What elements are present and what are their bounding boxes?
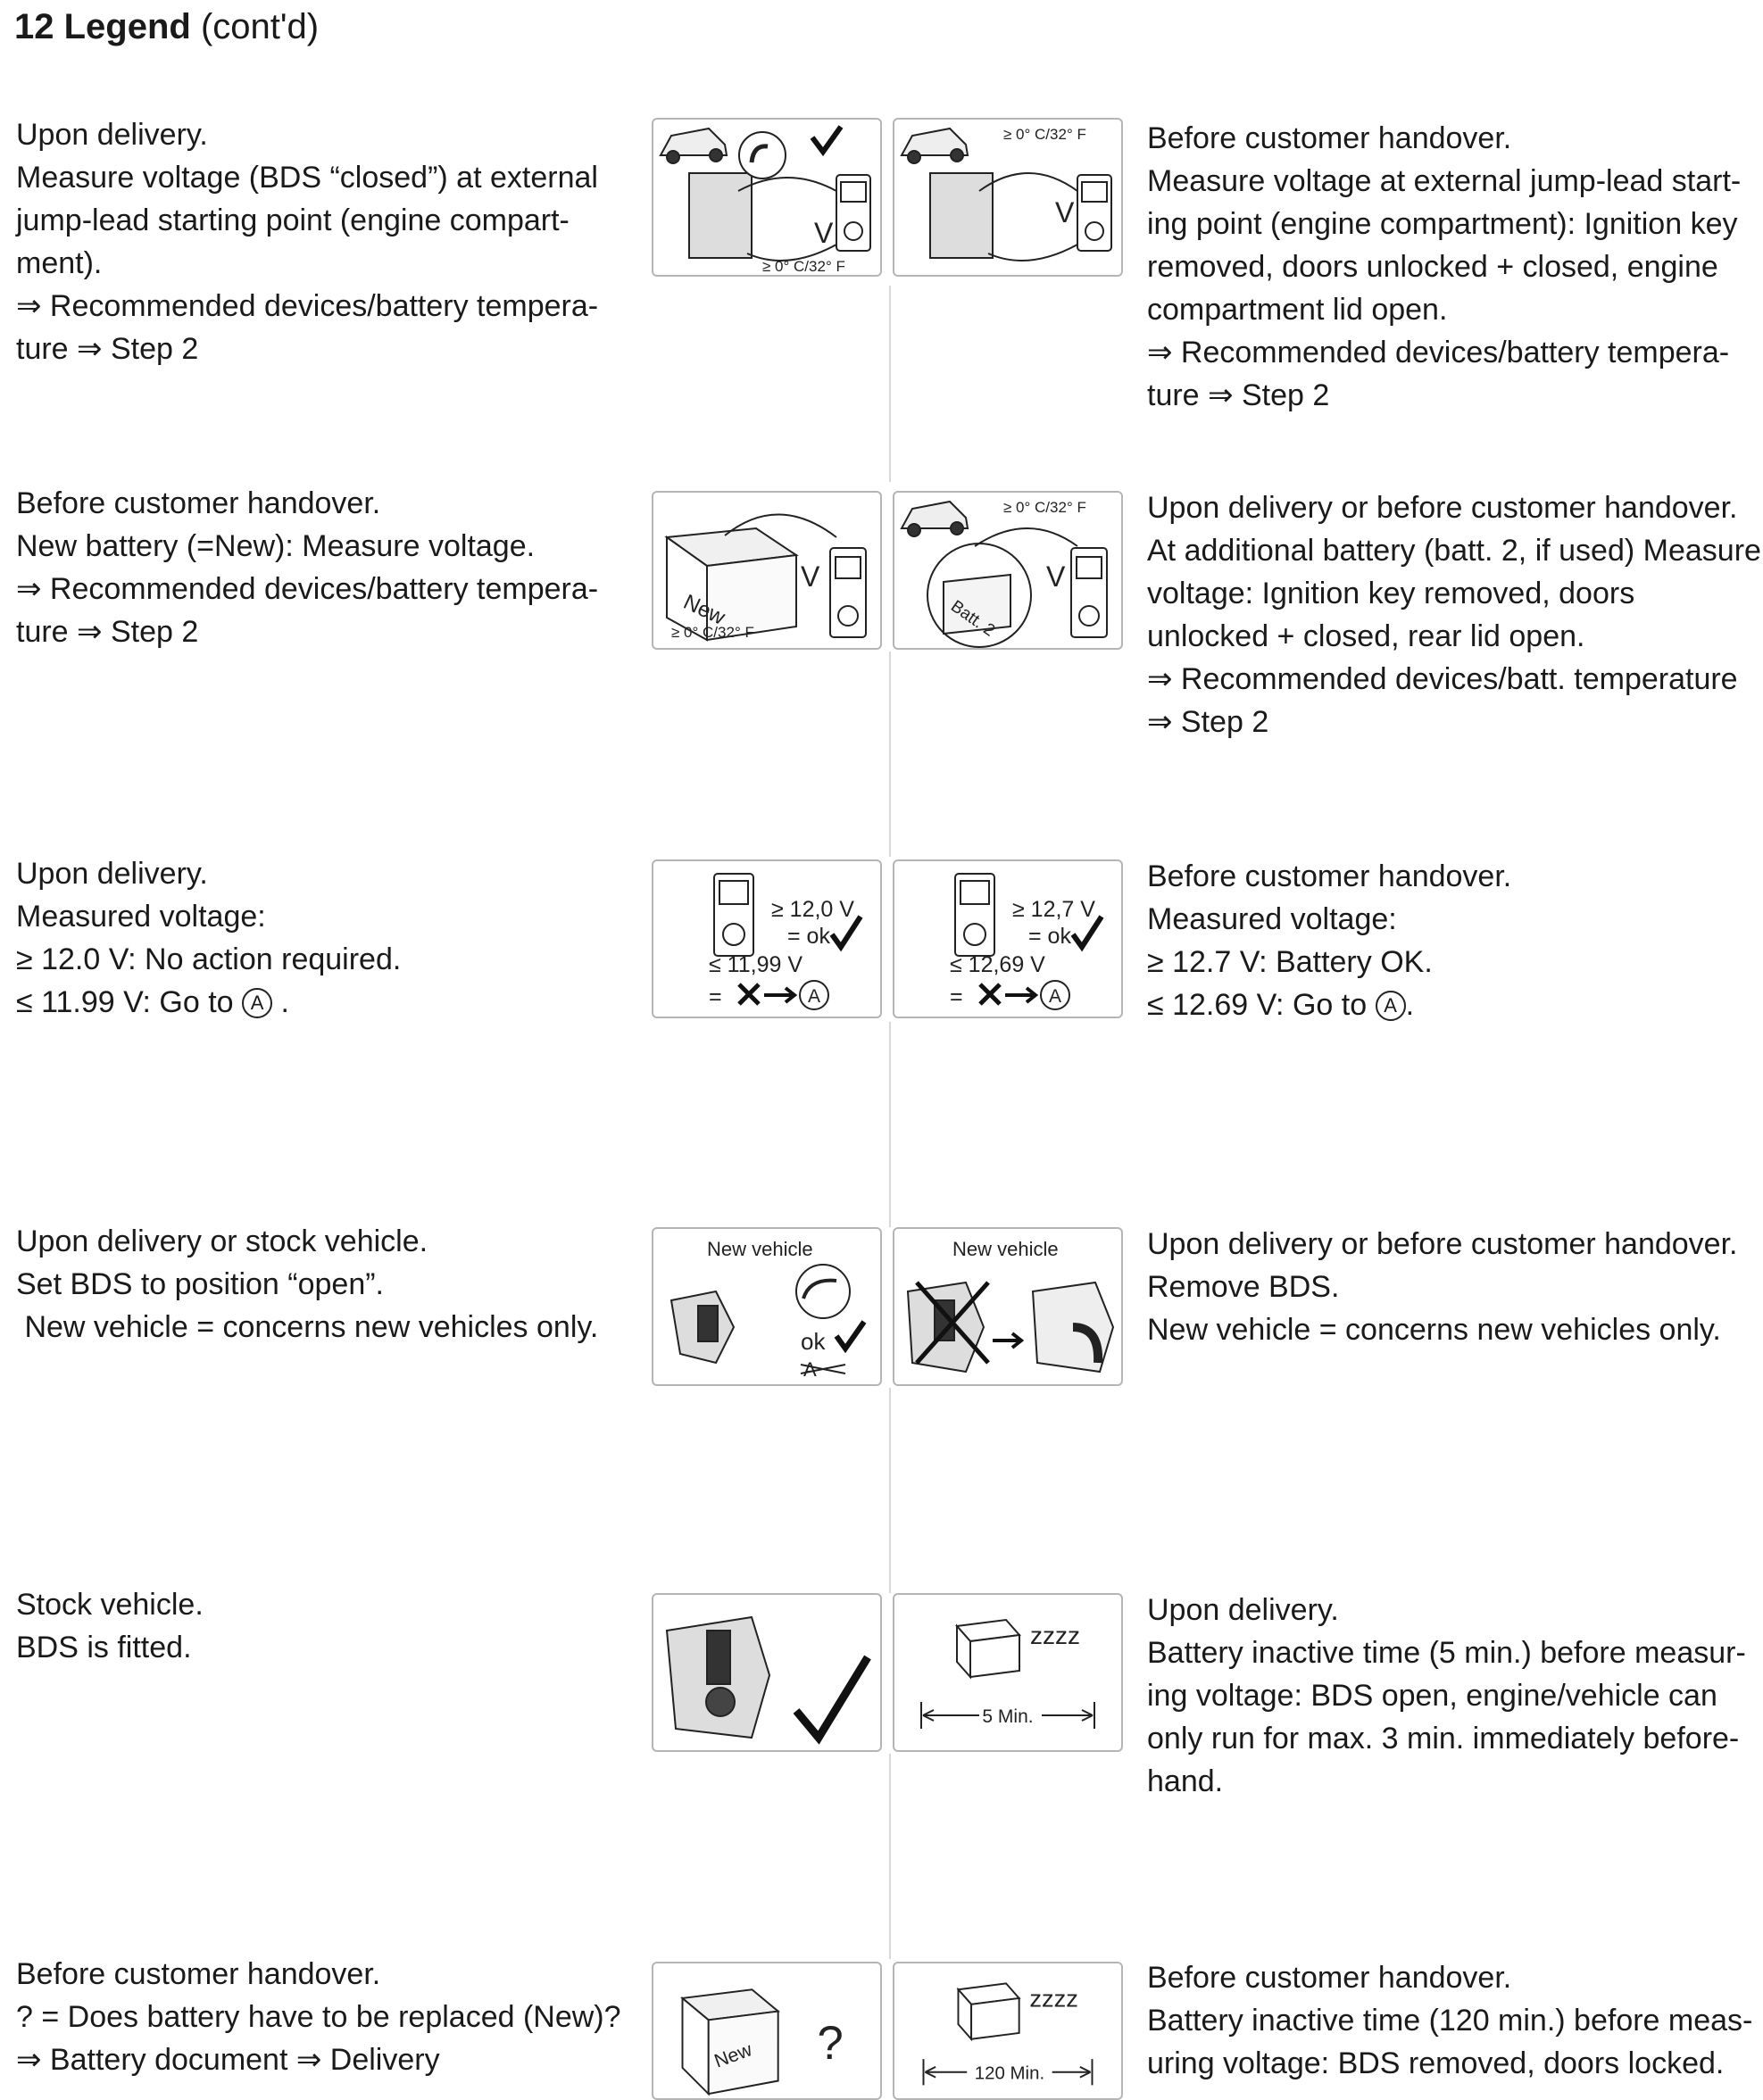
ok-label: = ok xyxy=(787,924,830,949)
step-a-marker: A xyxy=(242,988,272,1018)
row-3-right-text xyxy=(1147,855,1763,1026)
center-divider xyxy=(889,1754,891,1959)
text-line: New battery (=New): Measure voltage. xyxy=(16,529,536,563)
row-4-left-text xyxy=(16,1220,641,1349)
checkmark-icon xyxy=(812,127,841,152)
remove-bds-panel xyxy=(893,1227,1123,1386)
row-6-left-text xyxy=(16,1953,641,2081)
text-line: ing voltage: BDS open, engine/vehicle can xyxy=(1147,1679,1717,1713)
arrow-right-icon xyxy=(993,1333,1021,1348)
text-line: Before customer handover. xyxy=(16,486,381,520)
text-line: only run for max. 3 min. immediately before- xyxy=(1147,1722,1740,1756)
inactive-5-min-panel xyxy=(893,1593,1123,1752)
time-label: 5 Min. xyxy=(982,1706,1034,1727)
text-line: Remove BDS. xyxy=(1147,1270,1340,1304)
jump-point-measure-panel xyxy=(652,118,882,277)
text-line: jump-lead starting point (engine compart- xyxy=(16,203,570,237)
text-line: ⇒ Recommended devices/battery tempera- xyxy=(16,572,599,606)
volt-label: V xyxy=(814,217,834,249)
text-line: Upon delivery or stock vehicle. xyxy=(16,1224,428,1258)
car-icon xyxy=(902,502,968,536)
center-divider xyxy=(889,1022,891,1227)
text-line: removed, doors unlocked + closed, engine xyxy=(1147,250,1718,284)
set-bds-open-panel xyxy=(652,1227,882,1386)
row-2-right-text xyxy=(1147,486,1763,743)
car-icon xyxy=(902,129,968,163)
text-line: Measure voltage at external jump-lead start- xyxy=(1147,164,1742,198)
text-line: ⇒ Battery document ⇒ Delivery xyxy=(16,2043,440,2077)
time-label: 120 Min. xyxy=(974,2063,1045,2084)
text-line: ? = Does battery have to be replaced (New)? xyxy=(16,2000,621,2034)
second-battery-panel xyxy=(893,491,1123,650)
text-line: BDS is fitted. xyxy=(16,1631,192,1664)
text-line: ≥ 12.0 V: No action required. xyxy=(16,942,402,976)
threshold-low-label: ≤ 11,99 V xyxy=(709,952,802,977)
car-icon xyxy=(661,129,727,163)
jump-point-handover-panel xyxy=(893,118,1123,277)
page-heading xyxy=(14,4,319,50)
row-6-right-text xyxy=(1147,1956,1763,2085)
new-vehicle-label: New vehicle xyxy=(952,1238,1059,1260)
volt-label: V xyxy=(801,560,820,593)
text-line: ment). xyxy=(16,246,103,280)
center-divider xyxy=(889,286,891,482)
center-divider xyxy=(889,1388,891,1593)
question-label: ? xyxy=(817,2017,844,2071)
text-line: Upon delivery. xyxy=(1147,1593,1339,1627)
text-line: Before customer handover. xyxy=(1147,859,1512,893)
text-line: ⇒ Recommended devices/battery tempera- xyxy=(1147,336,1730,369)
sleep-label: zzzz xyxy=(1029,1984,1078,2013)
voltage-threshold-handover-panel xyxy=(893,859,1123,1018)
text-line: New vehicle = concerns new vehicles only. xyxy=(16,1310,599,1344)
row-3-left-text xyxy=(16,852,641,1024)
text-line: ing point (engine compartment): Ignition key xyxy=(1147,207,1738,241)
text-line: ⇒ Recommended devices/battery tempera- xyxy=(16,289,599,323)
engine-compartment-icon xyxy=(689,173,752,258)
section-suffix: (cont'd) xyxy=(200,7,320,46)
text-line: ture ⇒ Step 2 xyxy=(16,332,199,366)
section-number: 12 xyxy=(14,7,54,46)
text-line: At additional battery (batt. 2, if used) Measure xyxy=(1147,534,1761,568)
sleeping-battery-icon xyxy=(958,1983,1019,2038)
text-line: Before customer handover. xyxy=(1147,1961,1512,1995)
threshold-high-label: ≥ 12,0 V xyxy=(771,897,854,922)
row-5-right-text xyxy=(1147,1589,1763,1803)
text-line: Before customer handover. xyxy=(16,1957,381,1991)
sleeping-battery-icon xyxy=(957,1620,1019,1677)
new-battery-panel xyxy=(652,491,882,650)
battery-label: New xyxy=(679,589,729,630)
volt-label: V xyxy=(1046,560,1066,593)
temperature-label: ≥ 0° C/32° F xyxy=(762,258,845,275)
text-line: ≤ 12.69 V: Go to A . xyxy=(1147,988,1415,1022)
temperature-label: ≥ 0° C/32° F xyxy=(1003,126,1086,143)
row-1-right-text xyxy=(1147,117,1763,417)
text-line: ≤ 11.99 V: Go to A . xyxy=(16,985,289,1019)
volt-label: V xyxy=(1055,196,1075,228)
bds-terminal-icon xyxy=(667,1617,769,1738)
detail-circle-icon xyxy=(796,1265,850,1318)
cross-icon xyxy=(739,984,759,1004)
detail-circle-icon xyxy=(739,132,786,178)
threshold-low-label: ≤ 12,69 V xyxy=(950,952,1045,977)
ok-label: ok xyxy=(801,1328,826,1355)
inactive-120-min-panel xyxy=(893,1962,1123,2100)
bds-terminal-icon xyxy=(671,1291,734,1363)
voltage-threshold-delivery-panel xyxy=(652,859,882,1018)
text-line: Battery inactive time (5 min.) before measur- xyxy=(1147,1636,1746,1670)
text-line: Set BDS to position “open”. xyxy=(16,1267,385,1301)
equals-label: = xyxy=(709,984,722,1009)
text-line: voltage: Ignition key removed, doors xyxy=(1147,577,1635,610)
text-line: Measured voltage: xyxy=(16,900,266,934)
text-line: ture ⇒ Step 2 xyxy=(1147,378,1330,412)
row-2-left-text xyxy=(16,482,641,653)
battery-label: New xyxy=(711,2038,755,2072)
text-line: Upon delivery. xyxy=(16,857,208,891)
bds-fitted-panel xyxy=(652,1593,882,1752)
checkmark-icon xyxy=(796,1657,868,1738)
text-line: hand. xyxy=(1147,1764,1224,1798)
arrow-right-icon xyxy=(1005,988,1035,1002)
text-line: uring voltage: BDS removed, doors locked. xyxy=(1147,2046,1725,2080)
engine-compartment-icon xyxy=(930,173,993,258)
text-line: ture ⇒ Step 2 xyxy=(16,615,199,649)
text-line: compartment lid open. xyxy=(1147,293,1448,327)
text-line: Measured voltage: xyxy=(1147,902,1397,936)
marker-letter: A xyxy=(807,986,821,1007)
center-divider xyxy=(889,652,891,857)
temperature-label: ≥ 0° C/32° F xyxy=(1003,499,1086,516)
equals-label: = xyxy=(950,984,963,1009)
text-line: Upon delivery or before customer handover. xyxy=(1147,491,1738,525)
text-line: unlocked + closed, rear lid open. xyxy=(1147,619,1585,653)
section-title: Legend xyxy=(63,7,191,46)
text-line: Battery inactive time (120 min.) before meas- xyxy=(1147,2004,1753,2038)
sleep-label: zzzz xyxy=(1030,1622,1080,1649)
text-line: Measure voltage (BDS “closed”) at external xyxy=(16,161,598,195)
crossed-label: A xyxy=(803,1358,817,1381)
marker-letter: A xyxy=(1048,986,1062,1007)
text-line: Upon delivery. xyxy=(16,118,208,152)
text-line: Stock vehicle. xyxy=(16,1588,204,1622)
text-line: Upon delivery or before customer handover. xyxy=(1147,1227,1738,1261)
text-line: ⇒ Recommended devices/batt. temperature xyxy=(1147,662,1738,696)
text-line: New vehicle = concerns new vehicles only. xyxy=(1147,1313,1721,1347)
text-line: Before customer handover. xyxy=(1147,121,1512,155)
step-a-marker: A xyxy=(1376,991,1406,1021)
checkmark-icon xyxy=(836,1322,864,1349)
text-line: ⇒ Step 2 xyxy=(1147,705,1269,739)
new-vehicle-label: New vehicle xyxy=(707,1238,813,1260)
cross-icon xyxy=(980,984,1000,1004)
ok-label: = ok xyxy=(1028,924,1071,949)
temperature-label: ≥ 0° C/32° F xyxy=(671,624,754,641)
row-1-left-text xyxy=(16,113,641,370)
replace-battery-panel xyxy=(652,1962,882,2100)
row-5-left-text xyxy=(16,1583,641,1669)
text-line: ≥ 12.7 V: Battery OK. xyxy=(1147,945,1433,979)
arrow-right-icon xyxy=(764,988,794,1002)
threshold-high-label: ≥ 12,7 V xyxy=(1012,897,1095,922)
battery-label: Batt. 2 xyxy=(947,596,999,641)
battery-icon xyxy=(683,1989,778,2094)
row-4-right-text xyxy=(1147,1223,1763,1351)
